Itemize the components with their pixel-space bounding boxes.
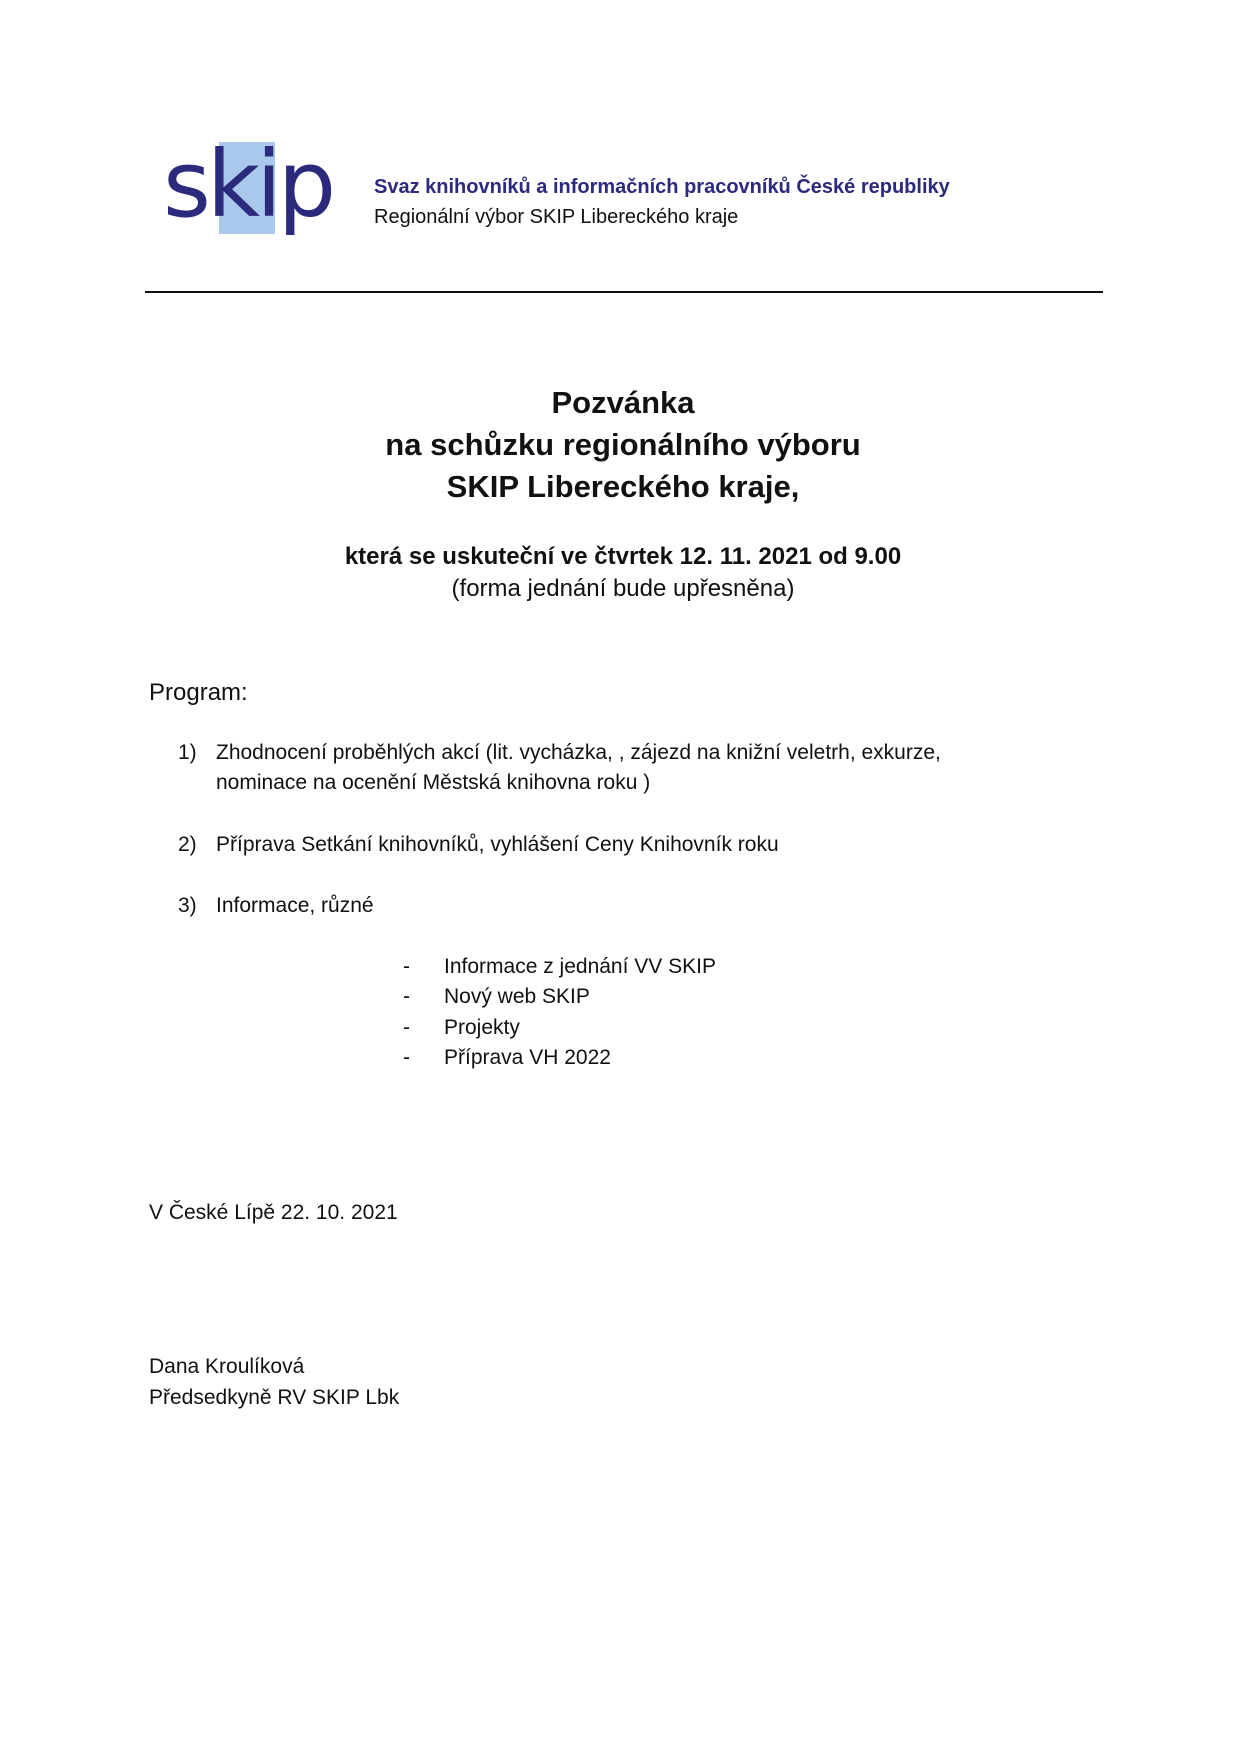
subitem-dash: - bbox=[403, 955, 410, 978]
organization-name: Svaz knihovníků a informačních pracovníků České republiky bbox=[374, 176, 950, 198]
program-item-line: nominace na ocenění Městská knihovna roku ) bbox=[216, 771, 651, 794]
program-item-number: 1) bbox=[178, 741, 197, 764]
program-item-text bbox=[216, 738, 1036, 798]
subitem-text: Projekty bbox=[444, 1016, 520, 1039]
subitem-dash: - bbox=[403, 985, 410, 1008]
program-item-text bbox=[216, 830, 1036, 860]
program-item-number: 2) bbox=[178, 833, 197, 856]
subitem-text: Nový web SKIP bbox=[444, 985, 590, 1008]
program-item-line: Zhodnocení proběhlých akcí (lit. vycházka, , zájezd na knižní veletrh, exkurze, bbox=[216, 741, 941, 764]
title-line-2: na schůzku regionálního výboru bbox=[385, 427, 861, 462]
logo-text: skip bbox=[163, 131, 333, 238]
place-and-date: V České Lípě 22. 10. 2021 bbox=[149, 1201, 398, 1224]
subitem-text: Informace z jednání VV SKIP bbox=[444, 955, 716, 978]
document-title bbox=[0, 382, 1240, 508]
program-item-text bbox=[216, 891, 1036, 921]
signer-role: Předsedkyně RV SKIP Lbk bbox=[149, 1386, 400, 1409]
meeting-form-note: (forma jednání bude upřesněna) bbox=[451, 575, 795, 602]
subitem-dash: - bbox=[403, 1016, 410, 1039]
title-line-1: Pozvánka bbox=[551, 385, 695, 420]
subitem-text: Příprava VH 2022 bbox=[444, 1046, 611, 1069]
program-item-line: Informace, různé bbox=[216, 894, 374, 917]
meeting-date: která se uskuteční ve čtvrtek 12. 11. 2021 od 9.00 bbox=[344, 543, 902, 570]
subitem-dash: - bbox=[403, 1046, 410, 1069]
skip-logo bbox=[163, 131, 363, 252]
program-label: Program: bbox=[149, 679, 248, 706]
organization-subtitle: Regionální výbor SKIP Libereckého kraje bbox=[374, 206, 739, 228]
program-item-line: Příprava Setkání knihovníků, vyhlášení Ceny Knihovník roku bbox=[216, 833, 779, 856]
program-item-number: 3) bbox=[178, 894, 197, 917]
signer-name: Dana Kroulíková bbox=[149, 1355, 305, 1378]
title-line-3: SKIP Libereckého kraje, bbox=[446, 469, 800, 504]
header-divider bbox=[145, 291, 1103, 293]
